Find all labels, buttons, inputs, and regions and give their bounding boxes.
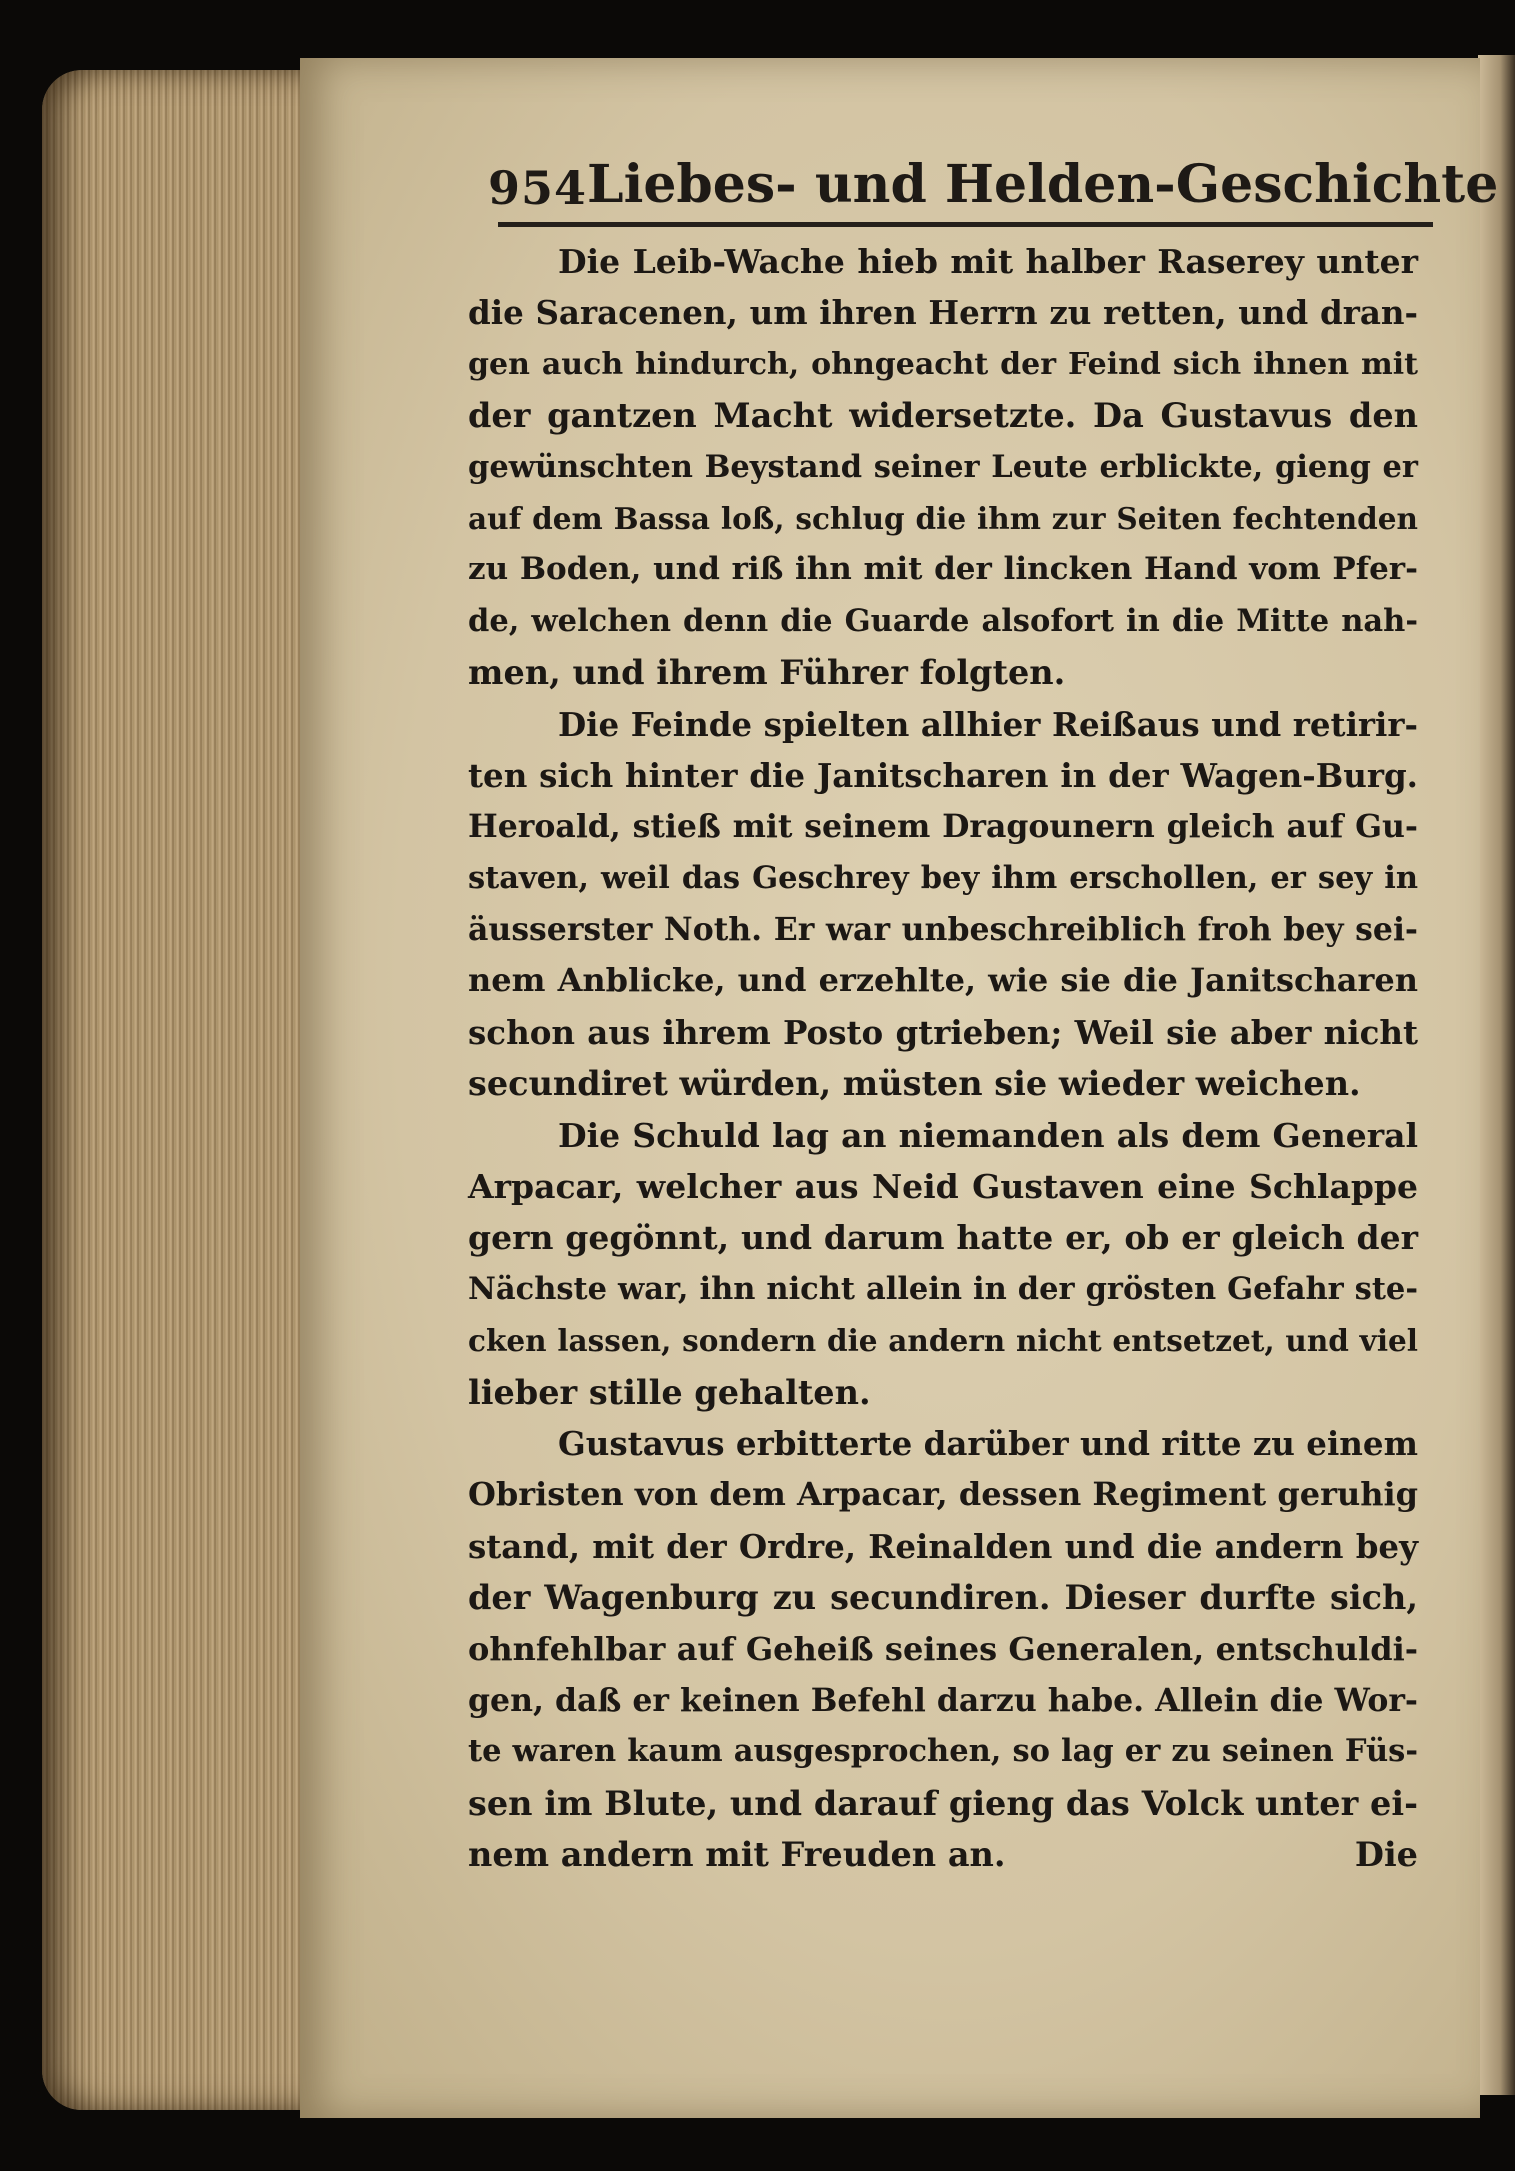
page-edges <box>42 70 332 2110</box>
text-line: zu Boden, und riß ihn mit der lincken Hand vom Pfer- <box>468 551 1418 588</box>
text-line: Die Feinde spielten allhier Reißaus und retirir- <box>558 704 1418 744</box>
text-line: cken lassen, sondern die andern nicht entsetzet, und viel <box>468 1323 1418 1359</box>
paragraph <box>468 1418 1418 1881</box>
text-line: äusserster Noth. Er war unbeschreiblich froh bey sei- <box>468 911 1418 949</box>
paragraph <box>468 699 1418 1110</box>
text-line: de, welchen denn die Guarde alsofort in die Mitte nah- <box>468 602 1418 639</box>
paragraph <box>468 236 1418 699</box>
text-line: lieber stille gehalten. <box>468 1372 871 1412</box>
text-line: Gustavus erbitterte darüber und ritte zu einem <box>558 1423 1418 1463</box>
text-line: secundiret würden, müsten sie wieder weichen. <box>468 1064 1361 1104</box>
text-line: nem andern mit Freuden an. <box>468 1835 1006 1875</box>
text-line: gern gegönnt, und darum hatte er, ob er gleich der <box>468 1218 1418 1258</box>
text-line: te waren kaum ausgesprochen, so lag er zu seinen Füs- <box>468 1733 1418 1770</box>
text-line: die Saracenen, um ihren Herrn zu retten, und dran- <box>468 293 1418 333</box>
text-line: Die Schuld lag an niemanden als dem General <box>558 1115 1418 1155</box>
text-line: Arpacar, welcher aus Neid Gustaven eine Schlappe <box>468 1167 1418 1207</box>
text-line: staven, weil das Geschrey bey ihm erschollen, er sey in <box>468 859 1418 896</box>
body-text <box>468 236 1418 1881</box>
catchword: Die <box>1354 1835 1418 1875</box>
text-line: gewünschten Beystand seiner Leute erblickte, gieng er <box>468 448 1418 485</box>
text-line: der Wagenburg zu secundiren. Dieser durfte sich, <box>468 1578 1418 1618</box>
text-line: sen im Blute, und darauf gieng das Volck unter ei- <box>468 1783 1418 1823</box>
page-header <box>488 145 1499 215</box>
text-line: ohnfehlbar auf Geheiß seines Generalen, entschuldi- <box>468 1629 1418 1668</box>
text-line: Heroald, stieß mit seinem Dragounern gleich auf Gu- <box>468 808 1418 846</box>
text-line: nem Anblicke, und erzehlte, wie sie die Janitscharen <box>468 961 1418 1000</box>
page-number: 954 <box>488 161 588 215</box>
text-line: Nächste war, ihn nicht allein in der grösten Gefahr ste- <box>468 1270 1418 1307</box>
running-title: Liebes- und Helden-Geschichte <box>587 154 1499 215</box>
last-line <box>468 1829 1418 1880</box>
text-line: Die Leib-Wache hieb mit halber Raserey unter <box>558 242 1418 281</box>
text-line: stand, mit der Ordre, Reinalden und die andern bey <box>468 1526 1418 1566</box>
facing-page-edge <box>1478 55 1515 2095</box>
text-line: gen auch hindurch, ohngeacht der Feind sich ihnen mit <box>468 346 1418 382</box>
text-line: auf dem Bassa loß, schlug die ihm zur Seiten fechtenden <box>468 500 1418 536</box>
text-line: der gantzen Macht widersetzte. Da Gustavus den <box>468 396 1418 436</box>
text-line: Obristen von dem Arpacar, dessen Regiment geruhig <box>468 1475 1418 1514</box>
text-line: gen, daß er keinen Befehl darzu habe. Allein die Wor- <box>468 1681 1418 1719</box>
text-line: schon aus ihrem Posto gtrieben; Weil sie aber nicht <box>468 1012 1418 1052</box>
text-line: men, und ihrem Führer folgten. <box>468 653 1066 693</box>
header-rule <box>498 222 1433 227</box>
text-line: ten sich hinter die Janitscharen in der Wagen-Burg. <box>468 755 1418 795</box>
paragraph <box>468 1110 1418 1418</box>
